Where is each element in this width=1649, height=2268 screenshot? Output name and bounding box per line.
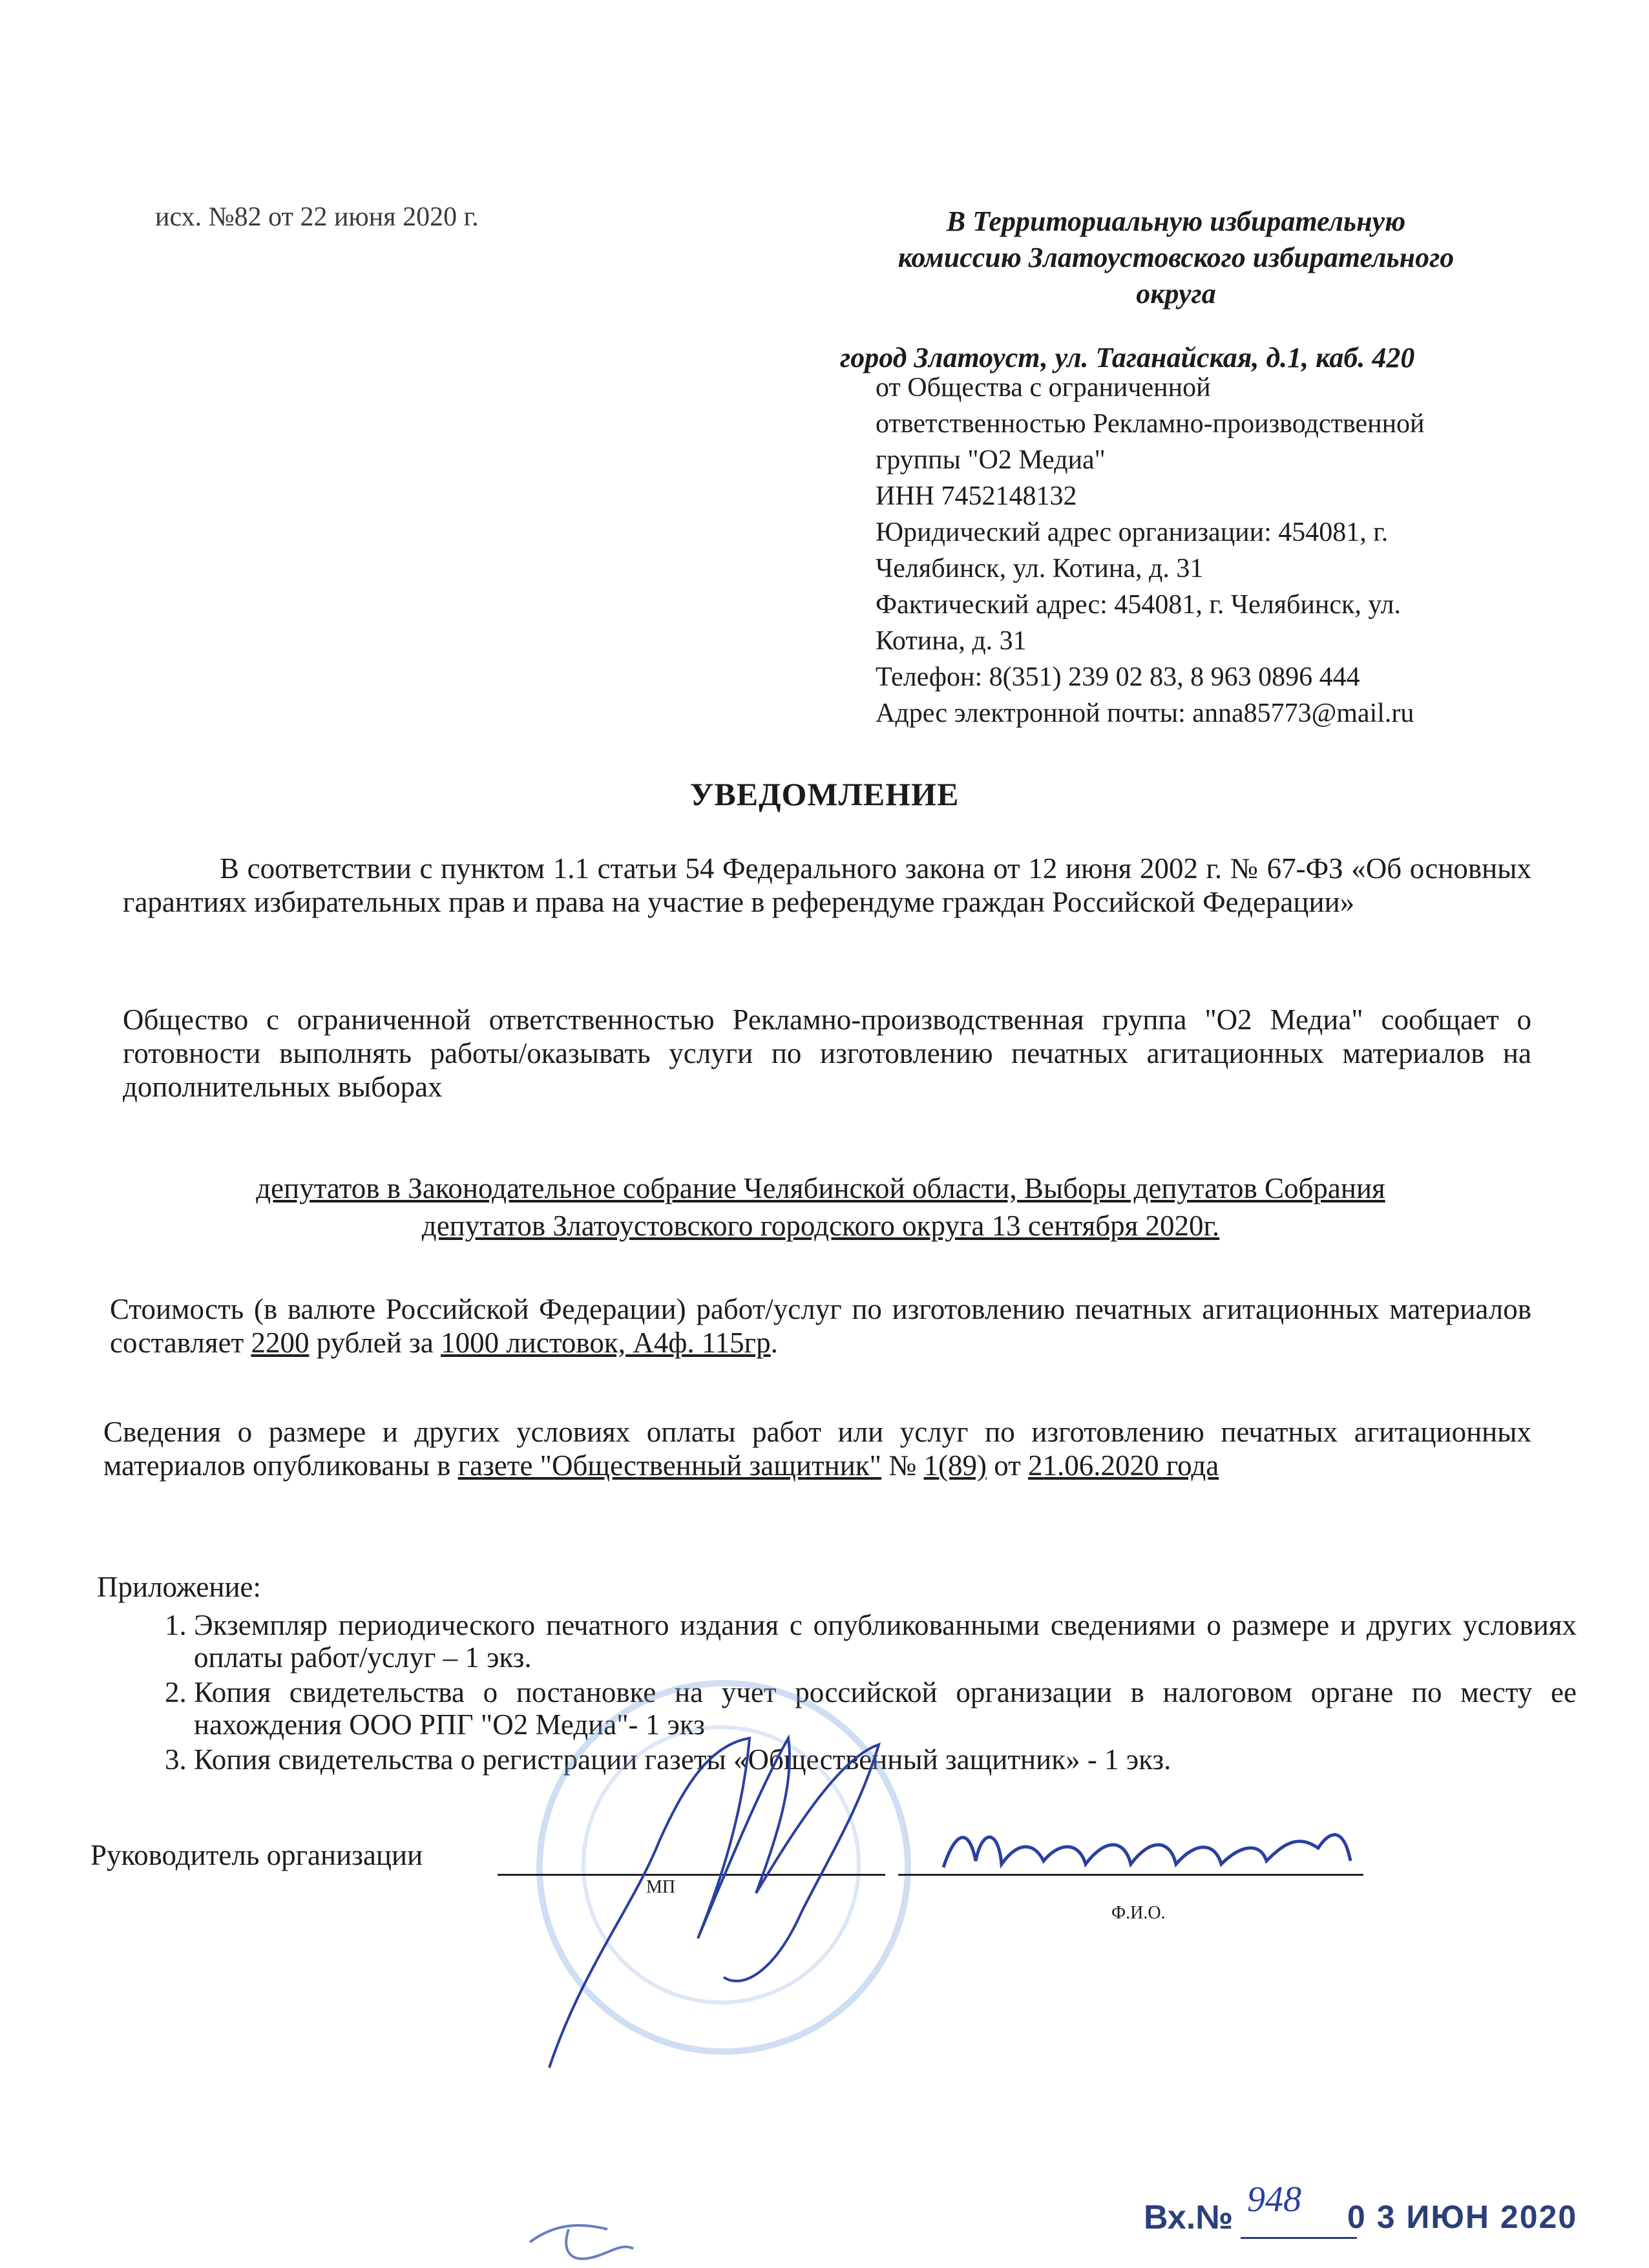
elections-line: депутатов в Законодательное собрание Челябинской области, Выборы депутатов Собрания — [256, 1172, 1385, 1204]
sender-line: группы "О2 Медиа" — [876, 445, 1106, 475]
attachment-item: 2. Копия свидетельства о постановке на учет российской организации в налоговом органе по месту ее нахождения ООО РПГ "О2 Медиа"- 1 экз — [194, 1676, 1577, 1741]
sender-line: от Общества с ограниченной — [876, 373, 1211, 403]
elections-line: депутатов Златоустовского городского округа 13 сентября 2020г. — [421, 1210, 1220, 1242]
attachments-label: Приложение: — [97, 1571, 262, 1603]
incoming-number-line — [1241, 2237, 1357, 2239]
addressee-address: город Златоуст, ул. Таганайская, д.1, каб. 420 — [840, 342, 1415, 373]
cost-price: 2200 — [251, 1327, 310, 1359]
document-title: УВЕДОМЛЕНИЕ — [689, 776, 960, 812]
incoming-date-stamp: 0 3 ИЮН 2020 — [1347, 2199, 1578, 2235]
handwritten-signature — [549, 1738, 879, 2068]
paragraph-legal-basis: В соответствии с пунктом 1.1 статьи 54 Федерального закона от 12 июня 2002 г. № 67-ФЗ «Об основных гарантиях избирательных прав и права на участие в референдуме граждан Российской Федерации» — [123, 852, 1531, 918]
handwritten-initials — [530, 2225, 633, 2259]
publication-text: от — [986, 1449, 1029, 1482]
addressee-line: В Территориальную избирательную — [946, 205, 1406, 237]
sender-line: ответственностью Рекламно-производственной — [876, 409, 1425, 439]
sender-line: Котина, д. 31 — [876, 626, 1027, 656]
attachment-item: 3. Копия свидетельства о регистрации газеты «Общественный защитник» - 1 экз. — [194, 1743, 1577, 1776]
addressee-line: округа — [1136, 278, 1216, 310]
stamp-place-label: МП — [646, 1877, 676, 1897]
publication-date: 21.06.2020 года — [1028, 1449, 1219, 1482]
sender-inn: ИНН 7452148132 — [876, 481, 1077, 511]
cost-text: Стоимость (в валюте Российской Федерации) работ/услуг по изготовлению печатных агитационных материалов составляет — [110, 1293, 1531, 1359]
cost-text: . — [770, 1327, 778, 1359]
sender-line: Челябинск, ул. Котина, д. 31 — [876, 554, 1204, 583]
fio-label: Ф.И.О. — [1111, 1903, 1166, 1923]
publication-text: № — [881, 1449, 924, 1482]
paragraph-notification: Общество с ограниченной ответственностью Рекламно-производственная группа "О2 Медиа" сообщает о готовности выполнять работы/оказывать услуги по изготовлению печатных агитационных материалов на дополнительных выборах — [123, 1003, 1531, 1103]
attachment-item: 1. Экземпляр периодического печатного издания с опубликованными сведениями о размере и других условиях оплаты работ/услуг – 1 экз. — [194, 1609, 1577, 1674]
handwritten-name — [943, 1835, 1350, 1867]
outgoing-number: исх. №82 от 22 июня 2020 г. — [155, 202, 479, 232]
sender-line: Фактический адрес: 454081, г. Челябинск, ул. — [876, 590, 1402, 620]
cost-item: 1000 листовок, А4ф. 115гр — [441, 1327, 771, 1359]
publication-paper: газете "Общественный защитник" — [457, 1449, 882, 1482]
incoming-number-label: Вх.№ — [1144, 2199, 1234, 2236]
addressee-line: комиссию Златоустовского избирательного — [898, 242, 1455, 273]
publication-issue: 1(89) — [923, 1449, 987, 1482]
sender-email: Адрес электронной почты: anna85773@mail.ru — [876, 698, 1414, 728]
incoming-number: 948 — [1247, 2179, 1301, 2220]
sender-phone: Телефон: 8(351) 239 02 83, 8 963 0896 444 — [876, 662, 1360, 692]
publication-text: Сведения о размере и других условиях оплаты работ или услуг по изготовлению печатных агитационных материалов опубликованы в — [103, 1416, 1531, 1482]
sender-line: Юридический адрес организации: 454081, г. — [876, 518, 1389, 547]
cost-text: рублей за — [309, 1327, 441, 1359]
head-of-organization-label: Руководитель организации — [90, 1839, 423, 1871]
